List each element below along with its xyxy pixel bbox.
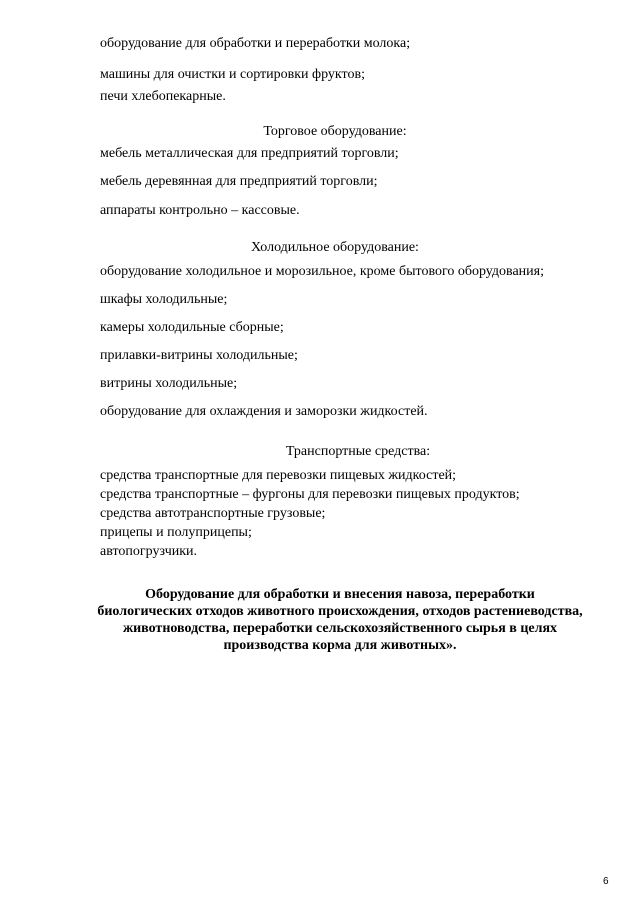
list-item: мебель деревянная для предприятий торговли; — [100, 174, 378, 189]
heading-line: животноводства, переработки сельскохозяйственного сырья в целях — [122, 621, 558, 636]
list-item: печи хлебопекарные. — [100, 89, 226, 104]
section-heading-trade: Торговое оборудование: — [263, 124, 407, 139]
list-item: шкафы холодильные; — [100, 292, 228, 307]
manure-equipment-heading — [60, 586, 620, 654]
list-item: оборудование холодильное и морозильное, кроме бытового оборудования; — [100, 264, 544, 279]
list-item: средства транспортные – фургоны для перевозки пищевых продуктов; — [100, 487, 520, 502]
page-number: 6 — [603, 876, 609, 887]
list-item: машины для очистки и сортировки фруктов; — [100, 67, 365, 82]
list-item: оборудование для охлаждения и заморозки жидкостей. — [100, 404, 428, 419]
list-item: средства транспортные для перевозки пищевых жидкостей; — [100, 468, 457, 483]
list-item: аппараты контрольно – кассовые. — [100, 203, 300, 218]
list-item: камеры холодильные сборные; — [100, 320, 284, 335]
list-item: автопогрузчики. — [100, 544, 198, 559]
list-item: прицепы и полуприцепы; — [100, 525, 252, 540]
section-heading-refrigeration: Холодильное оборудование: — [251, 240, 419, 255]
heading-line: Оборудование для обработки и внесения навоза, переработки — [145, 587, 535, 602]
list-item: оборудование для обработки и переработки молока; — [100, 36, 411, 51]
section-heading-transport: Транспортные средства: — [285, 444, 431, 459]
list-item: средства автотранспортные грузовые; — [100, 506, 326, 521]
list-item: мебель металлическая для предприятий торговли; — [100, 146, 399, 161]
heading-line: производства корма для животных». — [223, 638, 457, 653]
list-item: прилавки-витрины холодильные; — [100, 348, 298, 363]
heading-line: биологических отходов животного происхождения, отходов растениеводства, — [97, 604, 583, 619]
list-item: витрины холодильные; — [100, 376, 238, 391]
